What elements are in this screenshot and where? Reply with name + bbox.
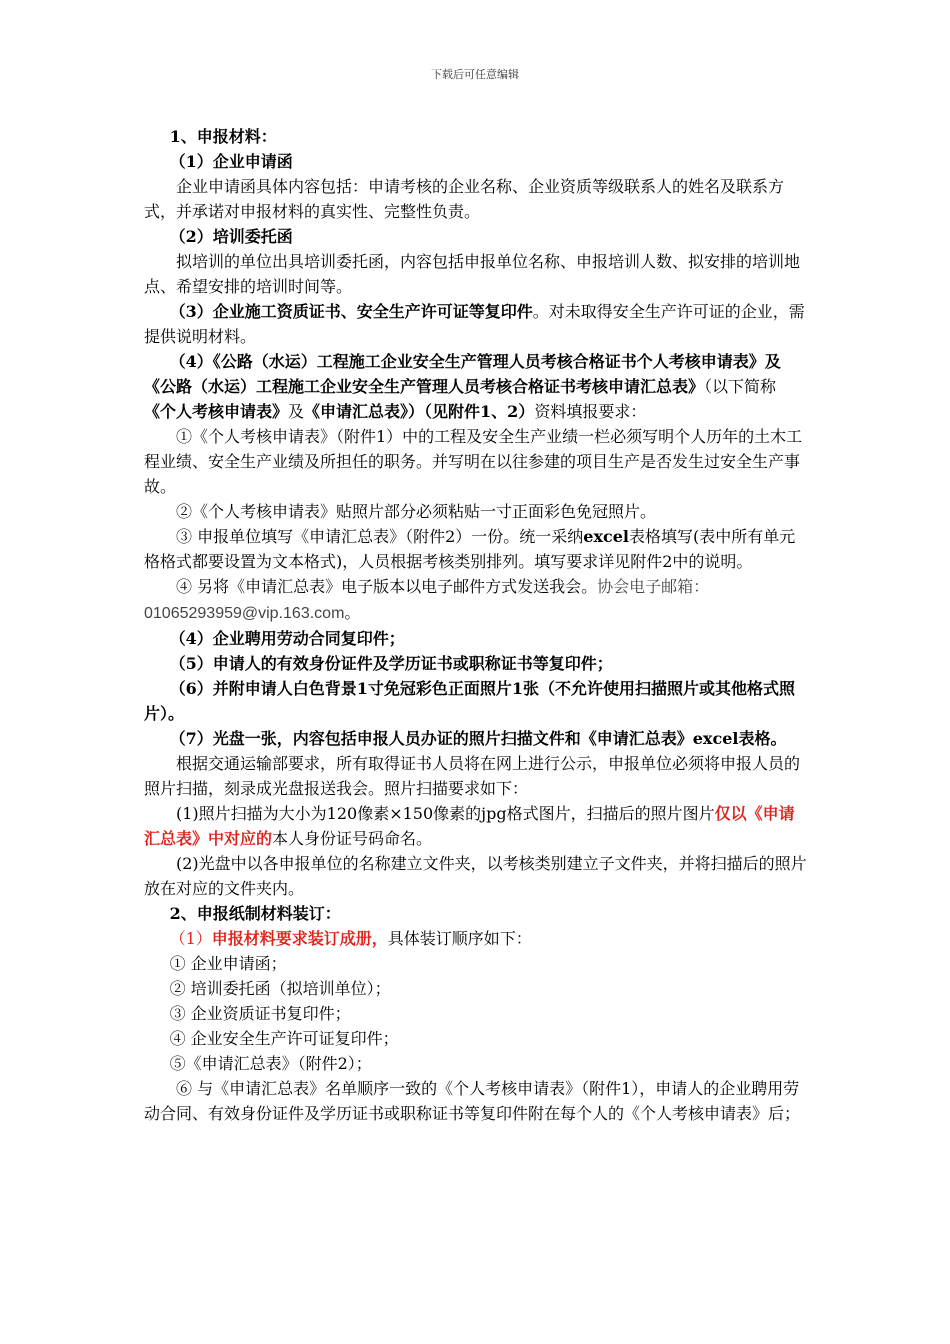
photo-rule-1-c: 本人身份证号码命名。 [272,829,433,848]
item-6: （6）并附申请人白色背景1寸免冠彩色正面照片1张（不允许使用扫描照片或其他格式照片）。 [144,679,795,723]
binding-1-num: （1） [169,929,212,948]
item-4-tail: 资料填报要求： [534,402,647,421]
item-3 [144,299,808,349]
section-1-title: 1、申报材料： [169,127,277,146]
binding-1-red: 申报材料要求装订成册， [211,929,388,948]
requirement-3-excel: excel [583,527,629,546]
photo-rule-2: (2)光盘中以各申报单位的名称建立文件夹，以考核类别建立子文件夹，并将扫描后的照片放在对应的文件夹内。 [144,854,807,898]
requirement-4-c: 。 [344,603,361,622]
order-2: ② 培训委托函（拟培训单位）； [169,979,391,998]
order-5: ⑤《申请汇总表》（附件2）； [169,1054,372,1073]
binding-1-c: 具体装订顺序如下： [387,929,532,948]
binding-1 [144,926,808,951]
association-email: 协会电子邮箱：01065293959@vip.163.com [144,579,710,622]
requirement-4 [144,574,808,626]
photo-rule-1 [144,801,808,851]
item-1-body: 企业申请函具体内容包括：申请考核的企业名称、企业资质等级联系人的姓名及联系方式，并承诺对申报材料的真实性、完整性负责。 [144,177,785,221]
requirement-4-a: ④ 另将《申请汇总表》电子版本以电子邮件方式发送我会。 [176,577,598,596]
requirement-3-c: 表格填写(表中所有单元格格式都要设置为文本格式)，人员根据考核类别排列。填写要求详见附件2中的说明。 [144,527,796,571]
page-header: 下载后可任意编辑 [431,68,519,81]
requirement-2: ②《个人考核申请表》贴照片部分必须粘贴一寸正面彩色免冠照片。 [176,502,657,521]
item-4-title: （4）《公路（水运）工程施工企业安全生产管理人员考核合格证书个人考核申请表》及《公路（水运）工程施工企业安全生产管理人员考核合格证书考核申请汇总表》 [144,352,781,396]
order-3: ③ 企业资质证书复印件； [169,1004,351,1023]
order-6: ⑥ 与《申请汇总表》名单顺序一致的《个人考核申请表》（附件1），申请人的企业聘用劳动合同、有效身份证件及学历证书或职称证书等复印件附在每个人的《个人考核申请表》后； [144,1079,801,1123]
item-2-title: （2）培训委托函 [169,227,293,246]
item-4-form-2: 《申请汇总表》 [304,402,409,421]
item-4-form-1: 《个人考核申请表》 [144,402,289,421]
item-1-title: （1）企业申请函 [169,152,293,171]
item-4-and: 及 [288,402,305,421]
item-5: （5）申请人的有效身份证件及学历证书或职称证书等复印件； [169,654,613,673]
requirement-3-a: ③ 申报单位填写《申请汇总表》（附件2）一份。统一采纳 [176,527,584,546]
item-7: （7）光盘一张，内容包括申报人员办证的照片扫描文件和《申请汇总表》excel表格。 [169,729,787,748]
item-4 [144,349,808,424]
requirement-1: ①《个人考核申请表》（附件1）中的工程及安全生产业绩一栏必须写明个人历年的土木工程业绩、安全生产业绩及所担任的职务。并写明在以往参建的项目生产是否发生过安全生产事故。 [144,427,803,496]
photo-paragraph: 根据交通运输部要求，所有取得证书人员将在网上进行公示，申报单位必须将申报人员的照片扫描，刻录成光盘报送我会。照片扫描要求如下： [144,754,801,798]
photo-rule-1-a: (1)照片扫描为大小为120像素×150像素的jpg格式图片，扫描后的照片图片 [176,804,715,823]
requirement-3 [144,524,808,574]
order-1: ① 企业申请函； [169,954,287,973]
photo-rule-1-red: 仅以《申请汇总表》中对应的 [144,804,795,848]
section-2-title: 2、申报纸制材料装订： [169,904,341,923]
item-3-title: （3）企业施工资质证书、安全生产许可证等复印件 [169,302,533,321]
item-3-body: 。对未取得安全生产许可证的企业，需提供说明材料。 [144,302,805,346]
item-4-mid: （以下简称 [704,377,777,396]
order-4: ④ 企业安全生产许可证复印件； [169,1029,399,1048]
document-body [144,124,808,1126]
item-4b: （4）企业聘用劳动合同复印件； [169,629,405,648]
item-4-attachments: ）（见附件1、2） [408,402,535,421]
item-2-body: 拟培训的单位出具培训委托函，内容包括申报单位名称、申报培训人数、拟安排的培训地点、希望安排的培训时间等。 [144,252,801,296]
